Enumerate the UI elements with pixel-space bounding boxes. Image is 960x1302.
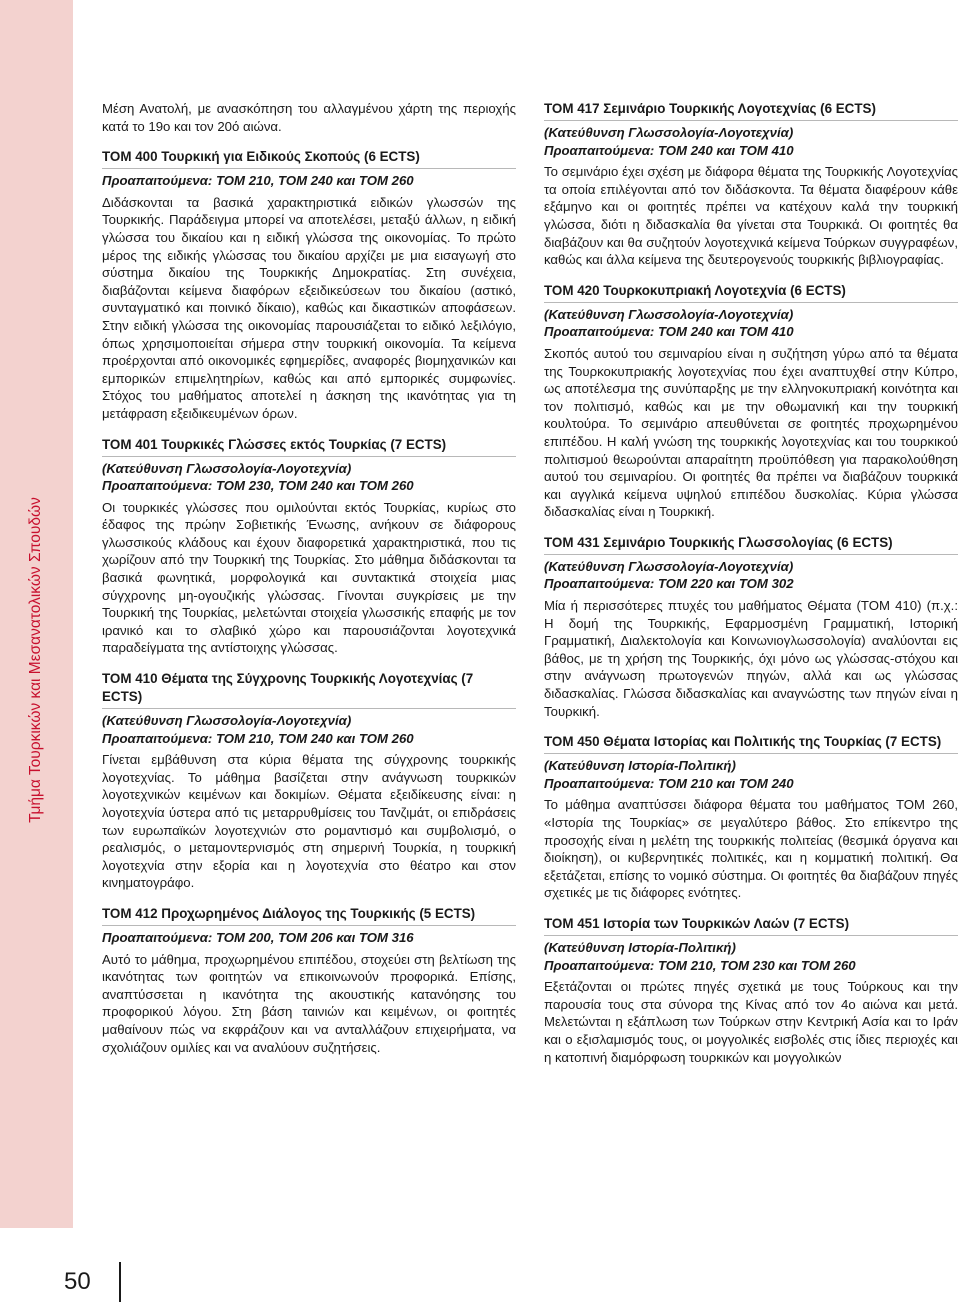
- course-prerequisites: Προαπαιτούμενα: ΤΟΜ 210, ΤΟΜ 240 και ΤΟΜ 260: [102, 730, 414, 746]
- course-description: Οι τουρκικές γλώσσες που ομιλούνται εκτός Τουρκίας, κυρίως στο έδαφος της πρώην Σοβιετικής Ένωσης, ανήκουν σε διάφορους γλωσσικούς κλάδους και έχουν διαφορετικά χαρακτηριστικά, που τις χωρίζουν από την Τουρκική της Τουρκίας. Στο μάθημα διδάσκονται τα βασικά φωνητικά, μορφολογικά και συντακτικά στοιχεία μιας σύγχρονης μη-ογουζικής γλώσσας. Γίνονται συγκρίσεις με την Τουρκική της Τουρκίας, μελετώνται στοιχεία γλωσσικής επαφής με τον ιρανικό και το σλαβικό χώρο και παρουσιάζονται λογοτεχνικά παραδείγματα της αντίστοιχης γλώσσας.: [102, 499, 516, 656]
- course-title: ΤΟΜ 410 Θέματα της Σύγχρονης Τουρκικής Λογοτεχνίας (7 ECTS): [102, 670, 516, 709]
- department-label: Τμήμα Τουρκικών και Μεσανατολικών Σπουδών: [27, 497, 44, 823]
- course-title: ΤΟΜ 417 Σεμινάριο Τουρκικής Λογοτεχνίας (6 ECTS): [544, 100, 958, 121]
- course-tom-410: [102, 670, 516, 892]
- course-direction: (Κατεύθυνση Ιστορία-Πολιτική): [544, 939, 736, 955]
- course-tom-417: [544, 100, 958, 269]
- course-title: ΤΟΜ 412 Προχωρημένος Διάλογος της Τουρκικής (5 ECTS): [102, 905, 516, 926]
- course-description: Το σεμινάριο έχει σχέση με διάφορα θέματα της Τουρκικής Λογοτεχνίας τα οποία επιλέγονται από τον διδάσκοντα. Τα θέματα διαφέρουν κάθε εξάμηνο και οι φοιτητές πρέπει να κατέχουν καλά την τουρκική γλώσσα, διότι η διδασκαλία θα γίνεται στα Τουρκικά. Οι φοιτητές θα διαβάζουν και θα συζητούν λογοτεχνικά κείμενα Τούρκων συγγραφέων, καθώς και άλλα κείμενα της δευτερογενούς τουρκικής βιβλιογραφίας.: [544, 164, 958, 268]
- course-title: ΤΟΜ 420 Τουρκοκυπριακή Λογοτεχνία (6 ECTS): [544, 282, 958, 303]
- course-prerequisites: Προαπαιτούμενα: ΤΟΜ 240 και ΤΟΜ 410: [544, 142, 794, 158]
- course-description: Σκοπός αυτού του σεμιναρίου είναι η συζήτηση γύρω από τα θέματα της Τουρκοκυπριακής λογοτεχνίας που έχει αναπτυχθεί στην Κύπρο, ως αποτέλεσμα της συνύπαρξης με την ελληνοκυπριακή κοινότητα και τον πολιτισμό, καθώς και με την οθωμανική και την τουρκική κουλτούρα. Το σεμινάριο απευθύνεται σε φοιτητές προχωρημένου επιπέδου. Η καλή γνώση της τουρκικής λογοτεχνίας και του τουρκικού πολιτισμού θεωρούνται απαραίτητη προϋπόθεση για παρακολούθηση αυτού του σεμιναρίου. Οι φοιτητές θα πρέπει να διαβάζουν τουρκικά και αγγλικά κείμενα υψηλού επιπέδου δυσκολίας. Κύρια γλώσσα διδασκαλίας είναι η Τουρκική.: [544, 345, 958, 520]
- course-direction: (Κατεύθυνση Γλωσσολογία-Λογοτεχνία): [544, 306, 794, 322]
- course-prerequisites: Προαπαιτούμενα: ΤΟΜ 210, ΤΟΜ 240 και ΤΟΜ 260: [102, 173, 414, 189]
- course-description: Το μάθημα αναπτύσσει διάφορα θέματα του μαθήματος ΤΟΜ 260, «Ιστορία της Τουρκίας» σε μεγαλύτερο βάθος. Στο επίκεντρο της προσοχής είναι η μελέτη της τουρκικής πολιτείας (θεσμικά όργανα και διοίκηση), οι κυβερνητικές πολιτικές, και η κομματική πολιτική. Θα εξετάζεται, επίσης το νομικό σύστημα. Οι φοιτητές θα διαβάζουν πηγές σχετικές με τις διάφορες ενότητες.: [544, 797, 958, 901]
- course-tom-451: [544, 915, 958, 1066]
- course-description: Διδάσκονται τα βασικά χαρακτηριστικά ειδικών γλωσσών της Τουρκικής. Παράδειγμα μπορεί να αποτελέσει, μεταξύ άλλων, η ειδική γλώσσα του δικαίου και η ειδική γλώσσα της οικονομίας. Το πρώτο μέρος της ειδικής γλώσσας του δικαίου αρχίζει με μια εισαγωγή στο σύστημα δικαίου της Τουρκικής Δημοκρατίας. Στη συνέχεια, διαβάζονται κείμενα διαφόρων εξειδικεύσεων του δικαίου (αστικό, συνταγματικό και ποινικό δίκαιο), καθώς και δικαστικών αποφάσεων. Στην ειδική γλώσσα της οικονομίας παρουσιάζεται το ειδικό λεξιλόγιο, όπως χρησιμοποιείται σήμερα στην τουρκική οικονομία. Τα κείμενα προέρχονται από οικονομικές εφημερίδες, αναφορές βιομηχανικών και εμπορικών επιμελητηρίων, καθώς και από εμπορικές συμφωνίες. Στόχος του μαθήματος αποτελεί η άσκηση της ικανότητας για τη μετάφραση εξειδικευμένων όρων.: [102, 194, 516, 421]
- course-title: ΤΟΜ 401 Τουρκικές Γλώσσες εκτός Τουρκίας (7 ECTS): [102, 436, 516, 457]
- course-tom-400: [102, 148, 516, 422]
- intro-section: [102, 100, 516, 135]
- course-prerequisites: Προαπαιτούμενα: ΤΟΜ 210, ΤΟΜ 230 και ΤΟΜ 260: [544, 957, 856, 973]
- course-tom-401: [102, 436, 516, 658]
- course-tom-431: [544, 534, 958, 720]
- right-column: [544, 100, 958, 1079]
- course-title: ΤΟΜ 450 Θέματα Ιστορίας και Πολιτικής της Τουρκίας (7 ECTS): [544, 733, 958, 754]
- course-direction: (Κατεύθυνση Ιστορία-Πολιτική): [544, 758, 736, 774]
- course-direction: (Κατεύθυνση Γλωσσολογία-Λογοτεχνία): [102, 460, 352, 476]
- course-title: ΤΟΜ 400 Τουρκική για Ειδικούς Σκοπούς (6 ECTS): [102, 148, 516, 169]
- course-description: Μία ή περισσότερες πτυχές του μαθήματος Θέματα (ΤΟΜ 410) (π.χ.: Η δομή της Τουρκικής, Εφαρμοσμένη Γραμματική, Ιστορική Γραμματική, Διαλεκτολογία και Κοινωνιογλωσσολογία) αναλύονται εις βάθος, με τη χρήση της Τουρκικής, όχι μόνο ως γλώσσας-στόχου και στην ανάγνωση πρωτογενών πηγών, αλλά και ως γλώσσας διδασκαλίας. Γλώσσα διδασκαλίας και αναγνώστης των πηγών είναι η Τουρκική.: [544, 598, 958, 719]
- course-tom-450: [544, 733, 958, 902]
- course-title: ΤΟΜ 431 Σεμινάριο Τουρκικής Γλωσσολογίας (6 ECTS): [544, 534, 958, 555]
- course-direction: (Κατεύθυνση Γλωσσολογία-Λογοτεχνία): [544, 125, 794, 140]
- course-prerequisites: Προαπαιτούμενα: ΤΟΜ 200, ΤΟΜ 206 και ΤΟΜ 316: [102, 929, 414, 945]
- course-prerequisites: Προαπαιτούμενα: ΤΟΜ 210 και ΤΟΜ 240: [544, 775, 794, 791]
- course-prerequisites: Προαπαιτούμενα: ΤΟΜ 230, ΤΟΜ 240 και ΤΟΜ 260: [102, 478, 414, 494]
- intro-text: Μέση Ανατολή, με ανασκόπηση του αλλαγμένου χάρτη της περιοχής κατά το 19ο και τον 20ό αιώνα.: [102, 101, 516, 134]
- course-prerequisites: Προαπαιτούμενα: ΤΟΜ 240 και ΤΟΜ 410: [544, 324, 794, 340]
- left-column: [102, 100, 516, 1069]
- course-description: Εξετάζονται οι πρώτες πηγές σχετικά με τους Τούρκους και την παρουσία τους στα σύνορα της Κίνας από τον 4ο αιώνα και μετά. Μελετώνται η εξάπλωση των Τούρκων στην Κεντρική Ασία και το Ιράν και ο εξισλαμισμός τους, οι μογγολικές εισβολές στις ίδιες περιοχές και η κατοπινή διαμόρφωση τουρκικών και μογγολικών: [544, 979, 958, 1065]
- course-direction: (Κατεύθυνση Γλωσσολογία-Λογοτεχνία): [102, 713, 352, 729]
- course-description: Γίνεται εμβάθυνση στα κύρια θέματα της σύγχρονης τουρκικής λογοτεχνίας. Το μάθημα βασίζεται στην ανάγνωση τουρκικών λογοτεχνικών κειμένων και δοκιμίων. Θέματα εξειδίκευσης είναι: η λογοτεχνία ύστερα από τις μεταρρυθμίσεις του Τανζιμάτ, οι επιδράσεις των ευρωπαϊκών λογοτεχνιών στο ρομαντισμό και συμβολισμό, ο ρεαλισμός, ο μεταμοντερνισμός στη σημερινή Τουρκία, η τουρκική λογοτεχνία στην εξορία και η λογοτεχνία στο θέατρο και στον κινηματογράφο.: [102, 752, 516, 891]
- course-tom-412: [102, 905, 516, 1056]
- page-number: 50: [64, 1268, 91, 1295]
- course-tom-420: [544, 282, 958, 521]
- course-direction: (Κατεύθυνση Γλωσσολογία-Λογοτεχνία): [544, 558, 794, 574]
- course-prerequisites: Προαπαιτούμενα: ΤΟΜ 220 και ΤΟΜ 302: [544, 576, 794, 592]
- sidebar-band: [0, 0, 73, 1228]
- course-description: Αυτό το μάθημα, προχωρημένου επιπέδου, στοχεύει στη βελτίωση της ικανότητας των φοιτητών να επικοινωνούν προφορικά. Επίσης, αναπτύσσεται η ικανότητα της ακουστικής κατανόησης του προφορικού λόγου. Στη βάση ταινιών και κειμένων, οι φοιτητές μαθαίνουν πώς να εκφράζουν και να ανταλλάζουν επιχειρήματα, να σχολιάζουν ομιλίες και να αναλύουν συζητήσεις.: [102, 951, 516, 1055]
- course-title: ΤΟΜ 451 Ιστορία των Τουρκικών Λαών (7 ECTS): [544, 915, 958, 936]
- page-number-divider: [119, 1262, 121, 1302]
